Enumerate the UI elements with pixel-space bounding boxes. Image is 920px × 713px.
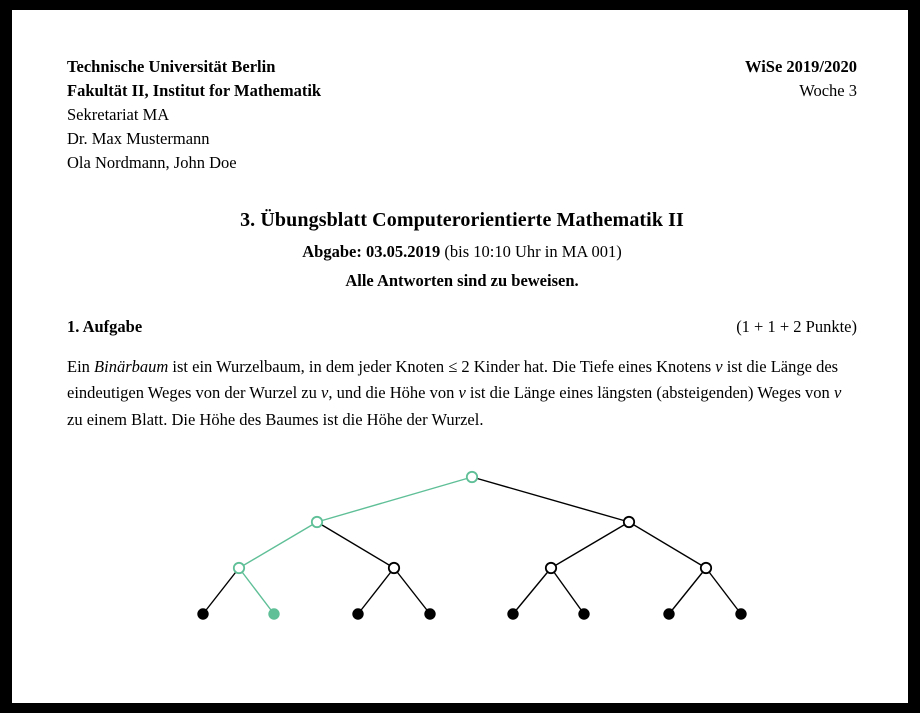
task-body-text: [67, 354, 850, 434]
tree-edge: [472, 477, 629, 522]
due-date-line: [67, 242, 857, 262]
tree-leaf-node: [664, 609, 674, 619]
due-date-detail: (bis 10:10 Uhr in MA 001): [440, 241, 622, 261]
body-segment-4: , und die Höhe von: [328, 383, 459, 403]
tree-edge: [513, 568, 551, 614]
tree-inner-node: [234, 563, 244, 573]
lecturer-line: Dr. Max Mustermann: [67, 128, 210, 148]
tree-edge: [394, 568, 430, 614]
tree-leaf-node: [736, 609, 746, 619]
tree-edge: [358, 568, 394, 614]
document-content: [67, 55, 857, 629]
figure-container: [67, 454, 857, 629]
body-italic-binaerbaum: Binärbaum: [94, 356, 169, 376]
body-italic-v-2: v: [320, 383, 329, 403]
tree-leaf-node: [353, 609, 363, 619]
task-points: (1 + 1 + 2 Punkte): [736, 316, 857, 336]
tree-edge: [317, 477, 472, 522]
binary-tree-diagram: [67, 454, 857, 629]
secretariat-line: Sekretariat MA: [67, 104, 170, 124]
answers-note: Alle Antworten sind zu beweisen.: [345, 270, 579, 290]
week-label: Woche 3: [799, 80, 857, 100]
tree-inner-node: [546, 563, 556, 573]
header-second-row: [67, 79, 857, 103]
tree-edge: [239, 522, 317, 568]
body-segment-6: zu einem Blatt. Die Höhe des Baumes ist die Höhe der Wurzel.: [67, 410, 484, 430]
document-page: [12, 10, 908, 703]
faculty-name: Fakultät II, Institut for Mathematik: [67, 80, 322, 100]
body-segment-2: ist ein Wurzelbaum, in dem jeder Knoten ≤ 2 Kinder hat. Die Tiefe eines Knotens: [168, 356, 716, 376]
due-date-bold: Abgabe: 03.05.2019: [302, 241, 441, 261]
tree-leaf-node: [579, 609, 589, 619]
title-block: [67, 209, 857, 291]
tree-inner-node: [389, 563, 399, 573]
body-italic-v-1: v: [715, 356, 723, 376]
body-segment-3: ist die Länge des eindeutigen Weges von der Wurzel zu: [67, 356, 839, 403]
tree-edge: [706, 568, 741, 614]
tree-leaf-node: [508, 609, 518, 619]
page-title: 3. Übungsblatt Computerorientierte Mathematik II: [240, 208, 684, 231]
tree-leaf-node: [425, 609, 435, 619]
tree-edge: [551, 522, 629, 568]
task-heading-row: [67, 317, 857, 337]
tree-leaf-node: [198, 609, 208, 619]
body-segment-5: ist die Länge eines längsten (absteigenden) Weges von: [465, 383, 834, 403]
tree-inner-node: [467, 472, 477, 482]
body-segment-1: Ein: [67, 356, 95, 376]
semester-label: WiSe 2019/2020: [745, 57, 857, 76]
header-first-row: [67, 55, 857, 79]
body-italic-v-3: v: [458, 383, 466, 403]
tree-edge: [317, 522, 394, 568]
task-label: 1. Aufgabe: [67, 316, 143, 336]
tree-leaf-node: [269, 609, 279, 619]
university-name: Technische Universität Berlin: [67, 57, 276, 76]
assistants-line: Ola Nordmann, John Doe: [67, 152, 237, 172]
tree-edge: [629, 522, 706, 568]
tree-inner-node: [624, 517, 634, 527]
tree-inner-node: [701, 563, 711, 573]
tree-edge: [551, 568, 584, 614]
tree-inner-node: [312, 517, 322, 527]
tree-edge: [669, 568, 706, 614]
tree-edge: [239, 568, 274, 614]
body-italic-v-4: v: [833, 383, 842, 403]
tree-edge: [203, 568, 239, 614]
